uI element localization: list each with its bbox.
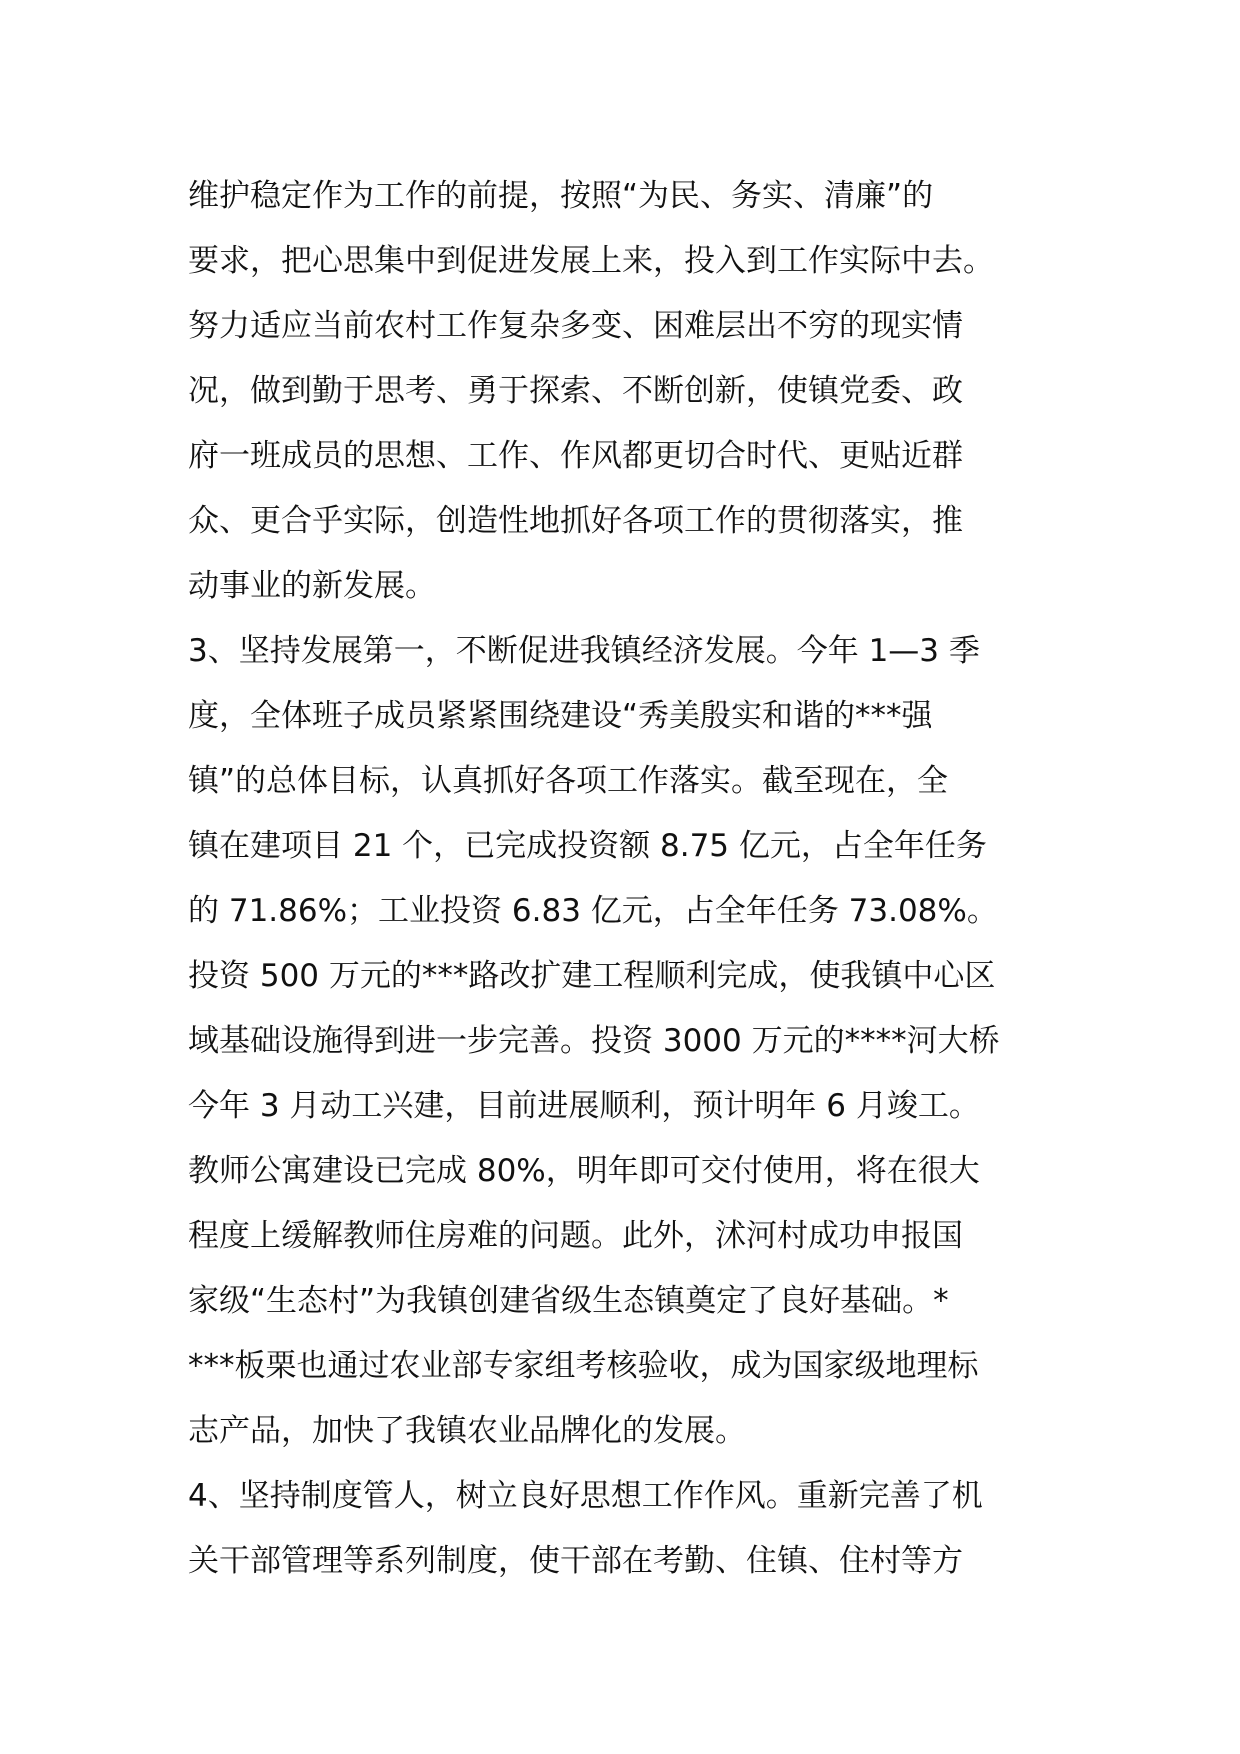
- text-line: 要求，把心思集中到促进发展上来，投入到工作实际中去。: [188, 243, 994, 279]
- text-line: 努力适应当前农村工作复杂多变、困难层出不穷的现实情: [188, 308, 963, 344]
- document-body-text: [188, 164, 1068, 1594]
- text-line: 关干部管理等系列制度，使干部在考勤、住镇、住村等方: [188, 1543, 963, 1579]
- text-line: 投资 500 万元的***路改扩建工程顺利完成，使我镇中心区: [188, 958, 996, 994]
- text-line: 镇在建项目 21 个，已完成投资额 8.75 亿元，占全年任务: [188, 828, 987, 864]
- text-line: 众、更合乎实际，创造性地抓好各项工作的贯彻落实，推: [188, 503, 963, 539]
- text-line: 3、坚持发展第一，不断促进我镇经济发展。今年 1—3 季: [188, 633, 980, 669]
- text-line: 府一班成员的思想、工作、作风都更切合时代、更贴近群: [188, 438, 963, 474]
- text-line: 教师公寓建设已完成 80%，明年即可交付使用，将在很大: [188, 1153, 980, 1189]
- text-line: 况，做到勤于思考、勇于探索、不断创新，使镇党委、政: [188, 373, 963, 409]
- text-line: 动事业的新发展。: [188, 568, 436, 604]
- text-line: 域基础设施得到进一步完善。投资 3000 万元的****河大桥: [188, 1023, 1000, 1059]
- text-line: 程度上缓解教师住房难的问题。此外，沭河村成功申报国: [188, 1218, 963, 1254]
- text-line: 镇”的总体目标，认真抓好各项工作落实。截至现在，全: [188, 763, 949, 799]
- text-line: 维护稳定作为工作的前提，按照“为民、务实、清廉”的: [188, 178, 934, 214]
- text-line: 4、坚持制度管人，树立良好思想工作作风。重新完善了机: [188, 1478, 983, 1514]
- text-line: 度，全体班子成员紧紧围绕建设“秀美殷实和谐的***强: [188, 698, 933, 734]
- text-line: 家级“生态村”为我镇创建省级生态镇奠定了良好基础。*: [188, 1283, 949, 1319]
- text-line: ***板栗也通过农业部专家组考核验收，成为国家级地理标: [188, 1348, 979, 1384]
- text-line: 的 71.86%；工业投资 6.83 亿元，占全年任务 73.08%。: [188, 893, 998, 929]
- text-line: 今年 3 月动工兴建，目前进展顺利，预计明年 6 月竣工。: [188, 1088, 980, 1124]
- text-line: 志产品，加快了我镇农业品牌化的发展。: [188, 1413, 746, 1449]
